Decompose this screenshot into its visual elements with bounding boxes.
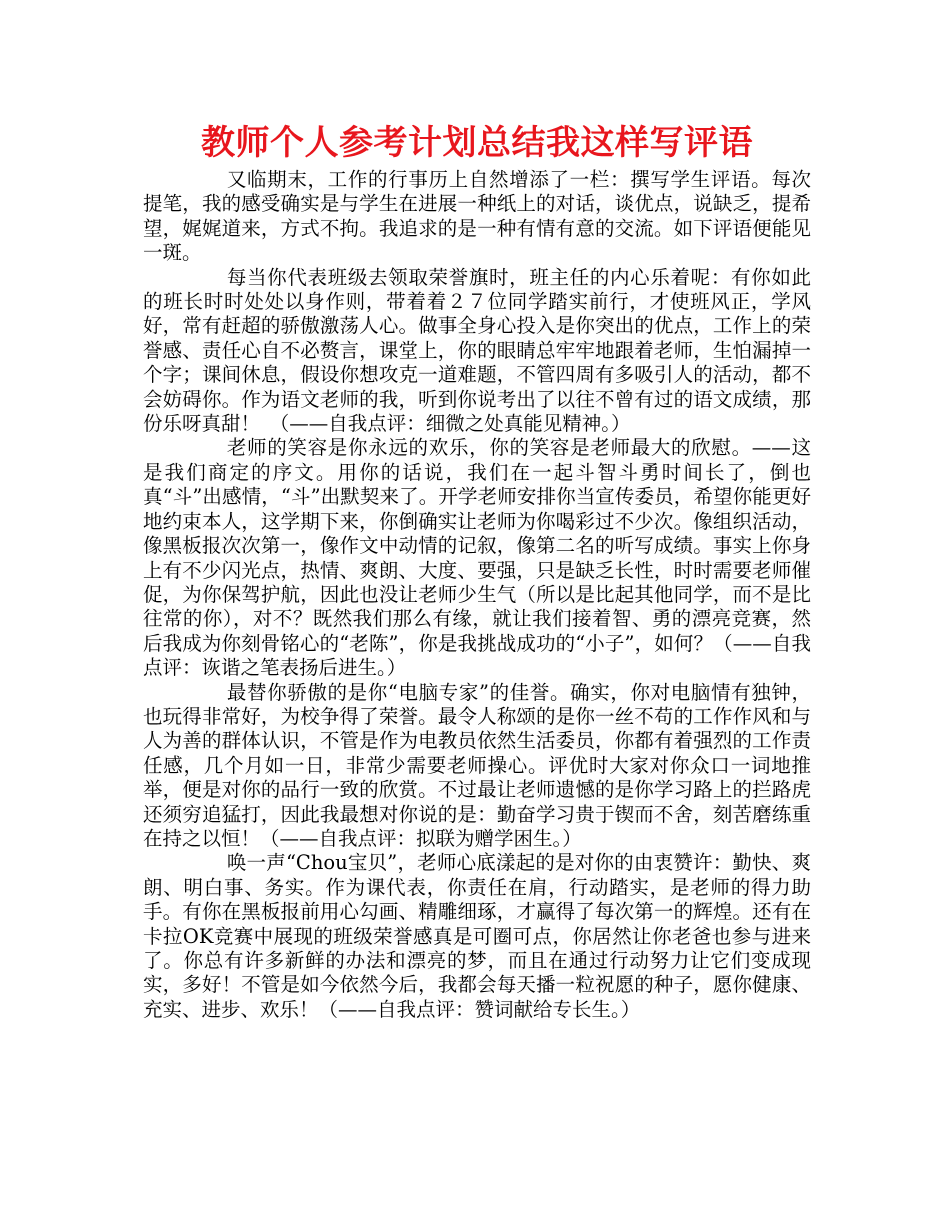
paragraph-comment-class-monitor: 每当你代表班级去领取荣誉旗时，班主任的内心乐着呢：有你如此的班长时时处处以身作则，带着着２７位同学踏实前行，才使班风正，学风好，常有赶超的骄傲激荡人心。做事全身心投入是你突出的优点，工作上的荣誉感、责任心自不必赘言，课堂上，你的眼睛总牢牢地跟着老师，生怕漏掉一个字；课间休息，假设你想攻克一道难题，不管四周有多吸引人的活动，都不会妨碍你。作为语文老师的我，听到你说考出了以往不曾有过的语文成绩，那份乐呀真甜！ （——自我点评：细微之处真能见精神。） [143, 265, 811, 436]
document-body [143, 168, 811, 1022]
document-title: 教师个人参考计划总结我这样写评语 [201, 123, 753, 163]
paragraph-comment-course-rep: 唤一声“Chou宝贝”，老师心底漾起的是对你的由衷赞许：勤快、爽朗、明白事、务实。作为课代表，你责任在肩，行动踏实，是老师的得力助手。有你在黑板报前用心勾画、精雕细琢，才赢得了每次第一的辉煌。还有在卡拉OK竞赛中展现的班级荣誉感真是可圈可点，你居然让你老爸也参与进来了。你总有许多新鲜的办法和漂亮的梦，而且在通过行动努力让它们变成现实，多好！不管是如今依然今后，我都会每天播一粒祝愿的种子，愿你健康、充实、进步、欢乐！（——自我点评：赞词献给专长生。） [143, 851, 811, 1021]
document-page [143, 118, 811, 1022]
paragraph-comment-computer-expert: 最替你骄傲的是你“电脑专家”的佳誉。确实，你对电脑情有独钟，也玩得非常好，为校争得了荣誉。最令人称颂的是你一丝不苟的工作作风和与人为善的群体认识，不管是作为电教员依然生活委员，你都有着强烈的工作责任感，几个月如一日，非常少需要老师操心。评优时大家对你众口一词地推举，便是对你的品行一致的欣赏。不过最让老师遗憾的是你学习路上的拦路虎还须穷追猛打，因此我最想对你说的是：勤奋学习贵于锲而不舍，刻苦磨练重在持之以恒！（——自我点评：拟联为赠学困生。） [143, 680, 811, 850]
paragraph-comment-publicity-member: 老师的笑容是你永远的欢乐，你的笑容是老师最大的欣慰。——这是我们商定的序文。用你的话说，我们在一起斗智斗勇时间长了，倒也真“斗”出感情，“斗”出默契来了。开学老师安排你当宣传委员，希望你能更好地约束本人，这学期下来，你倒确实让老师为你喝彩过不少次。像组织活动，像黑板报次次第一，像作文中动情的记叙，像第二名的听写成绩。事实上你身上有不少闪光点，热情、爽朗、大度、要强，只是缺乏长性，时时需要老师催促，为你保驾护航，因此也没让老师少生气（所以是比起其他同学，而不是比往常的你），对不？既然我们那么有缘，就让我们接着智、勇的漂亮竞赛，然后我成为你刻骨铭心的“老陈”，你是我挑战成功的“小子”，如何？（——自我点评：诙谐之笔表扬后进生。） [143, 436, 811, 680]
paragraph-intro: 又临期末，工作的行事历上自然增添了一栏：撰写学生评语。每次提笔，我的感受确实是与学生在进展一种纸上的对话，谈优点，说缺乏，提希望，娓娓道来，方式不拘。我追求的是一种有情有意的交流。如下评语便能见一斑。 [143, 168, 811, 265]
